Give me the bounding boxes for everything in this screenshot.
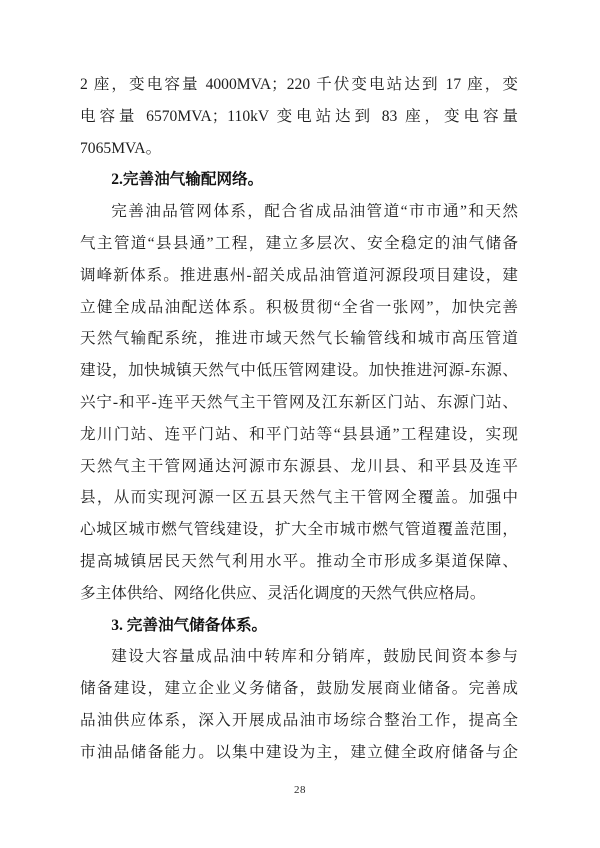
text-line: 龙川门站、连平门站、和平门站等“县县通”工程建设，实现 bbox=[80, 425, 518, 443]
paragraph bbox=[80, 196, 518, 609]
text-line: 2 座，变电容量 4000MVA；220 千伏变电站达到 17 座，变 bbox=[80, 76, 518, 93]
text-line: 县，从而实现河源一区五县天然气主干管网全覆盖。加强中 bbox=[80, 489, 518, 507]
text-line: 建设大容量成品油中转库和分销库，鼓励民间资本参与 bbox=[111, 648, 518, 666]
text-line: 储备建设，建立企业义务储备，鼓励发展商业储备。完善成 bbox=[80, 680, 518, 698]
text-line: 7065MVA。 bbox=[80, 139, 162, 157]
text-line: 市油品储备能力。以集中建设为主，建立健全政府储备与企 bbox=[80, 743, 518, 761]
paragraph bbox=[80, 69, 518, 164]
text-line: 天然气主干管网通达河源市东源县、龙川县、和平县及连平 bbox=[80, 457, 518, 475]
text-line: 电容量 6570MVA；110kV 变电站达到 83 座，变电容量 bbox=[80, 107, 518, 125]
section-heading-3: 3. 完善油气储备体系。 bbox=[111, 616, 268, 634]
paragraph bbox=[80, 641, 518, 768]
text-line: 提高城镇居民天然气利用水平。推动全市形成多渠道保障、 bbox=[80, 552, 518, 570]
document-page bbox=[80, 69, 518, 769]
text-line: 完善油品管网体系，配合省成品油管道“市市通”和天然 bbox=[111, 203, 518, 221]
text-line: 心城区城市燃气管线建设，扩大全市城市燃气管道覆盖范围， bbox=[80, 521, 518, 539]
text-line: 多主体供给、网络化供应、灵活化调度的天然气供应格局。 bbox=[80, 584, 486, 602]
text-line: 建设，加快城镇天然气中低压管网建设。加快推进河源-东源、 bbox=[80, 362, 518, 380]
text-line: 兴宁-和平-连平天然气主干管网及江东新区门站、东源门站、 bbox=[80, 393, 518, 411]
text-line: 气主管道“县县通”工程，建立多层次、安全稳定的油气储备 bbox=[80, 234, 518, 252]
text-line: 天然气输配系统，推进市域天然气长输管线和城市高压管道 bbox=[80, 330, 518, 348]
text-line: 立健全成品油配送体系。积极贯彻“全省一张网”，加快完善 bbox=[80, 298, 518, 316]
page-number: 28 bbox=[294, 784, 306, 796]
text-line: 调峰新体系。推进惠州-韶关成品油管道河源段项目建设，建 bbox=[80, 266, 518, 284]
text-line: 品油供应体系，深入开展成品油市场综合整治工作，提高全 bbox=[80, 711, 518, 729]
section-heading-2: 2.完善油气输配网络。 bbox=[111, 171, 264, 189]
